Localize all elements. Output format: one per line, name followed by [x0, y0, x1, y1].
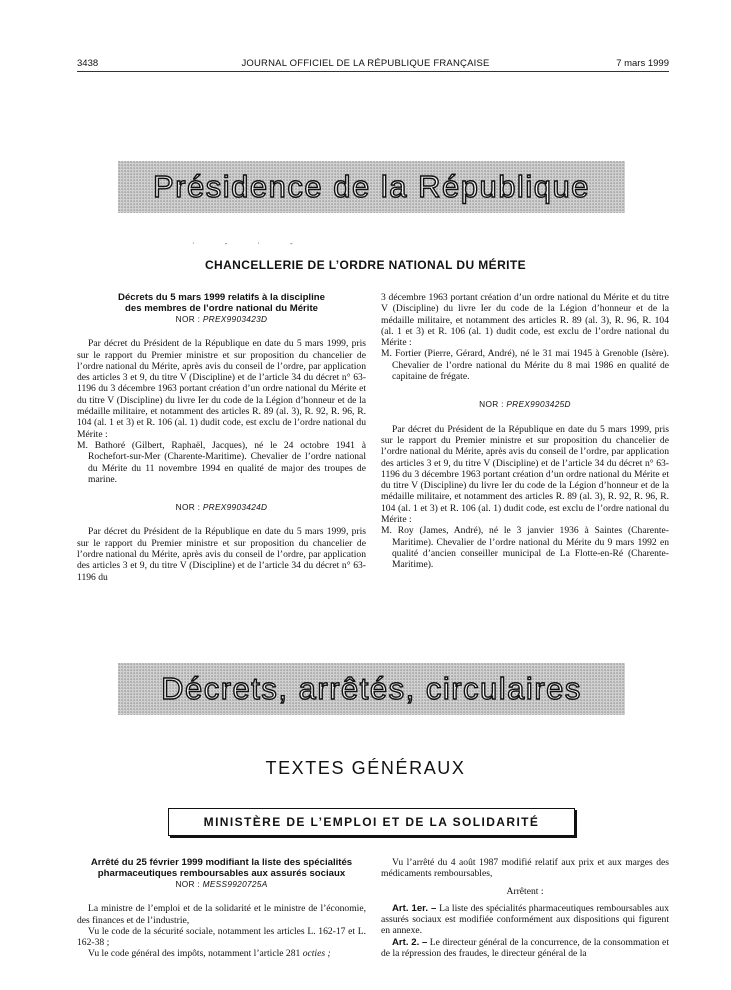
article-2: Art. 2. – Le directeur général de la concurrence, de la consommation et de la répression des fraudes, le directeur général de la — [381, 936, 669, 960]
journal-title: JOURNAL OFFICIEL DE LA RÉPUBLIQUE FRANÇAISE — [241, 58, 490, 69]
nor-reference: NOR : PREX9903423D — [175, 314, 268, 324]
nor-reference: NOR : MESS9920725A — [175, 879, 268, 889]
arrete-paragraph: Vu le code de la sécurité sociale, notamment les articles L. 162-17 et L. 162-38 ; — [77, 925, 366, 949]
decree-paragraph: Par décret du Président de la République en date du 5 mars 1999, pris sur le rapport du Premier ministre et sur proposition du chancelier de l’ordre national du Mérite, après avis du conseil de l’ordre, par application des articles 3 et 9, du titre V (Discipline) et de l’article 34 du décret n° 63-1196 du 3 décembre 1963 portant création d’un ordre national du Mérite et du titre V (Discipline) du livre Ier du code de la Légion d’honneur et de la médaille militaire, et notamment des articles R. 89 (al. 3), R. 92, R. 96, R. 104 (al. 1 et 3) et R. 106 (al. 1) dudit code, est exclu de l’ordre national du Mérite : — [77, 338, 366, 440]
arrete-paragraph: Vu l’arrêté du 4 août 1987 modifié relatif aux prix et aux marges des médicaments remboursables, — [381, 857, 669, 880]
textes-generaux-heading: TEXTES GÉNÉRAUX — [265, 758, 466, 778]
decrees-title-line2: des membres de l’ordre national du Mérite — [125, 303, 318, 314]
separator-dots: ·-·- — [192, 239, 323, 248]
banner-decrets-text: Décrets, arrêtés, circulaires — [161, 671, 582, 706]
banner-presidence-text: Présidence de la République — [153, 169, 590, 204]
header-rule — [77, 71, 669, 72]
arrete-paragraph: La ministre de l’emploi et de la solidarité et le ministre de l’économie, des finances et de l’industrie, — [77, 903, 366, 926]
chancellerie-heading: CHANCELLERIE DE L’ORDRE NATIONAL DU MÉRITE — [204, 258, 527, 272]
arrete-title-line2: pharmaceutiques remboursables aux assurés sociaux — [97, 868, 346, 879]
arrete-paragraph: Vu le code général des impôts, notamment l’article 281 octies ; — [88, 948, 331, 960]
decree-paragraph: Par décret du Président de la République en date du 5 mars 1999, pris sur le rapport du Premier ministre et sur proposition du chancelier de l’ordre national du Mérite, après avis du conseil de l’ordre, par application des articles 3 et 9, du titre V (Discipline) et de l’article 34 du décret n° 63-1196 du 3 décembre 1963 portant création d’un ordre national du Mérite et du titre V (Discipline) du livre Ier du code de la Légion d’honneur et de la médaille militaire, et notamment des articles R. 89 (al. 3), R. 92, R. 96, R. 104 (al. 1 et 3) et R. 106 (al. 1) dudit code, est exclu de l’ordre national du Mérite : — [381, 423, 669, 526]
arrete-right-column — [381, 857, 669, 959]
decrees-title-line1: Décrets du 5 mars 1999 relatifs à la discipline — [118, 292, 325, 303]
section-banner-decrets — [118, 663, 625, 715]
section-banner-presidence — [118, 161, 625, 213]
nor-reference: NOR : PREX9903424D — [175, 502, 268, 513]
nor-reference: NOR : PREX9903425D — [479, 399, 571, 410]
page-number: 3438 — [77, 58, 99, 69]
ministry-heading-box — [168, 808, 575, 836]
article-1: Art. 1er. – La liste des spécialités pharmaceutiques remboursables aux assurés sociaux est modifiée conformément aux dispositions qui figurent en annexe. — [381, 902, 669, 937]
decree-paragraph: Par décret du Président de la République en date du 5 mars 1999, pris sur le rapport du Premier ministre et sur proposition du chancelier de l’ordre national du Mérite, après avis du conseil de l’ordre, par application des articles 3 et 9, du titre V (Discipline) et de l’article 34 du décret n° 63-1196 du — [77, 526, 366, 583]
excluded-person: M. Roy (James, André), né le 3 janvier 1936 à Saintes (Charente-Maritime). Chevalier de l’ordre national du Mérite du 9 mars 1992 en qualité d’ancien conseiller municipal de La Flotte-en-Ré (Charente-Maritime). — [381, 525, 669, 571]
decree-paragraph: 3 décembre 1963 portant création d’un ordre national du Mérite et du titre V (Discipline) du livre Ier du code de la Légion d’honneur et de la médaille militaire, et notamment des articles R. 89 (al. 3), R. 96, R. 104 (al. 1 et 3) et R. 106 (al. 1) dudit code, est exclu de l’ordre national du Mérite : — [381, 292, 669, 349]
excluded-person: M. Fortier (Pierre, Gérard, André), né le 31 mai 1945 à Grenoble (Isère). Chevalier de l’ordre national du Mérite du 8 mai 1986 en qualité de capitaine de frégate. — [381, 348, 669, 383]
issue-date: 7 mars 1999 — [616, 58, 669, 69]
excluded-person: M. Bathoré (Gilbert, Raphaël, Jacques), né le 24 octobre 1941 à Rochefort-sur-Mer (Charente-Maritime). Chevalier de l’ordre national du Mérite du 11 novembre 1994 en qualité de major des troupes de marine. — [77, 439, 366, 485]
arrete-title-line1: Arrêté du 25 février 1999 modifiant la liste des spécialités — [90, 857, 353, 868]
arretent-label: Arrêtent : — [506, 885, 544, 897]
decrees-left-column — [77, 292, 366, 583]
decrees-right-column — [381, 292, 669, 571]
ministry-heading: MINISTÈRE DE L’EMPLOI ET DE LA SOLIDARITÉ — [203, 815, 540, 829]
arrete-left-column — [77, 857, 366, 960]
